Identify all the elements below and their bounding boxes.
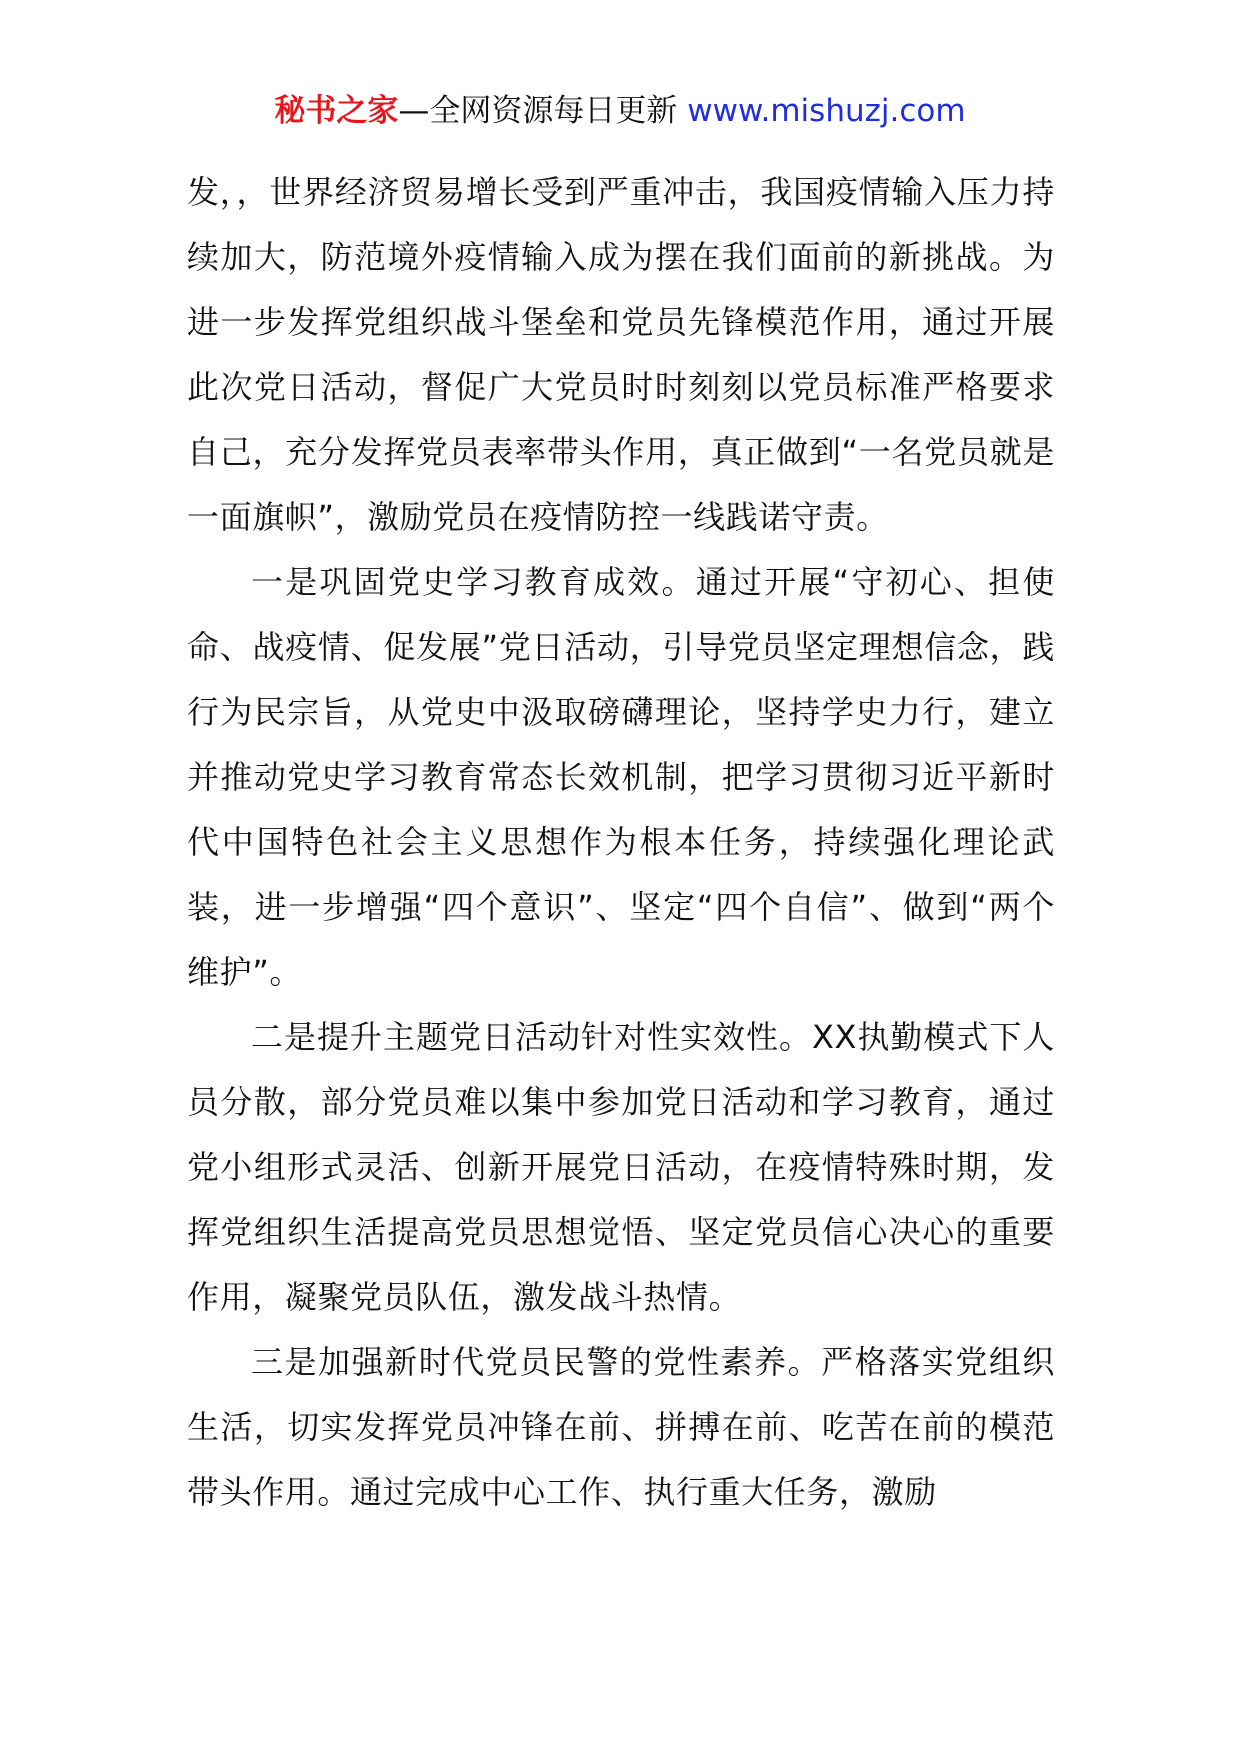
paragraph-point-two: 二是提升主题党日活动针对性实效性。XX执勤模式下人员分散，部分党员难以集中参加党日活动和学习教育，通过党小组形式灵活、创新开展党日活动，在疫情特殊时期，发挥党组织生活提高党员思想觉悟、坚定党员信心决心的重要作用，凝聚党员队伍，激发战斗热情。	[187, 1018, 1055, 1316]
site-tagline: —全网资源每日更新	[398, 93, 688, 129]
paragraph-continuation: 发，，世界经济贸易增长受到严重冲击，我国疫情输入压力持续加大，防范境外疫情输入成为摆在我们面前的新挑战。为进一步发挥党组织战斗堡垒和党员先锋模范作用，通过开展此次党日活动，督促广大党员时时刻刻以党员标准严格要求自己，充分发挥党员表率带头作用，真正做到“一名党员就是一面旗帜”，激励党员在疫情防控一线践诺守责。	[187, 173, 1055, 536]
paragraph-point-one: 一是巩固党史学习教育成效。通过开展“守初心、担使命、战疫情、促发展”党日活动，引导党员坚定理想信念，践行为民宗旨，从党史中汲取磅礴理论，坚持学史力行，建立并推动党史学习教育常态长效机制，把学习贯彻习近平新时代中国特色社会主义思想作为根本任务，持续强化理论武装，进一步增强“四个意识”、坚定“四个自信”、做到“两个维护”。	[187, 563, 1055, 991]
site-url-link[interactable]: www.mishuzj.com	[687, 93, 966, 129]
paragraph-point-three: 三是加强新时代党员民警的党性素养。严格落实党组织生活，切实发挥党员冲锋在前、拼搏在前、吃苦在前的模范带头作用。通过完成中心工作、执行重大任务，激励	[187, 1343, 1055, 1511]
document-body	[187, 160, 1055, 1525]
site-header	[0, 90, 1240, 133]
site-brand: 秘书之家	[274, 93, 399, 129]
